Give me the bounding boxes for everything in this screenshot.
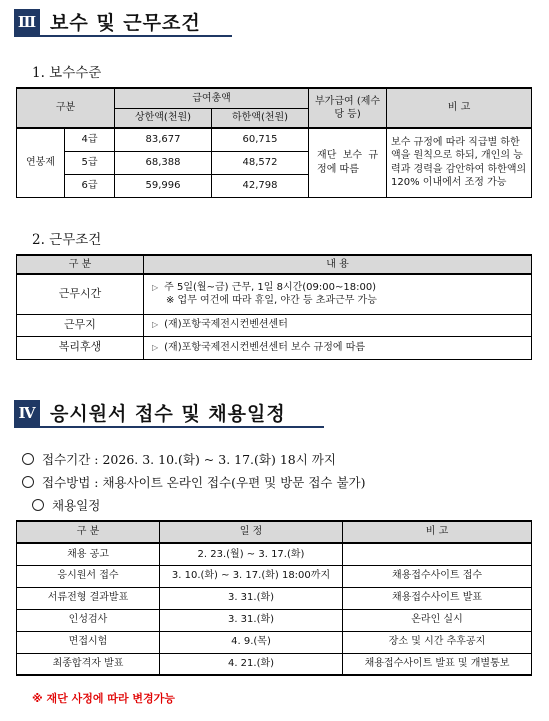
schedule-date: 3. 31.(화) [160,587,343,609]
schedule-note: 장소 및 시간 추후공지 [343,631,532,653]
pay-extra: 재단 보수 규정에 따름 [309,128,387,197]
triangle-bullet-icon: ▷ [152,320,159,330]
work-content [144,274,532,314]
pay-header-upper: 상한액(천원) [115,108,212,128]
schedule-item: 면접시험 [17,631,160,653]
section-4-header [14,399,286,426]
work-table [16,254,532,360]
schedule-date: 2. 23.(월) ~ 3. 17.(화) [160,543,343,565]
schedule-item: 서류전형 결과발표 [17,587,160,609]
schedule-header-note: 비 고 [343,521,532,543]
pay-table [16,87,532,198]
table-row [17,653,532,675]
work-heading: 2. 근무조건 [32,232,102,248]
table-row [17,631,532,653]
pay-header-note: 비 고 [387,88,532,128]
triangle-bullet-icon: ▷ [152,342,159,352]
pay-lower: 48,572 [212,151,309,174]
triangle-bullet-icon: ▷ [152,282,159,292]
schedule-date: 4. 9.(목) [160,631,343,653]
schedule-header-date: 일 정 [160,521,343,543]
pay-grade: 4급 [65,128,115,151]
section-3-header [14,8,201,35]
method-bullet [22,473,365,491]
table-row [17,587,532,609]
period-text: 접수기간 : 2026. 3. 10.(화) ~ 3. 17.(화) 18시 까지 [42,452,336,467]
work-content [144,336,532,359]
section-title: 응시원서 접수 및 채용일정 [50,403,286,425]
schedule-label: 채용일정 [52,498,101,513]
pay-row-group: 연봉제 [17,128,65,197]
welfare-text: (재)포항국제전시컨벤션센터 보수 규정에 따름 [164,341,366,353]
work-hours-note: ※ 업무 여건에 따라 휴일, 야간 등 초과근무 가능 [166,295,377,307]
section-number-badge: Ⅲ [14,9,40,35]
pay-note: 보수 규정에 따라 직급별 하한액을 원칙으로 하되, 개인의 능력과 경력을 감안하여 하한액의 120% 이내에서 조정 가능 [387,128,532,197]
change-notice: ※ 재단 사정에 따라 변경가능 [32,692,175,705]
work-content [144,314,532,336]
circle-bullet-icon [32,499,44,511]
schedule-note: 채용접수사이트 접수 [343,565,532,587]
schedule-header-category: 구 분 [17,521,160,543]
schedule-note: 채용접수사이트 발표 및 개별통보 [343,653,532,675]
work-label: 근무지 [17,314,144,336]
work-label: 근무시간 [17,274,144,314]
schedule-date: 3. 10.(화) ~ 3. 17.(화) 18:00까지 [160,565,343,587]
schedule-bullet [32,496,100,514]
pay-grade: 5급 [65,151,115,174]
schedule-table [16,520,532,676]
section-title: 보수 및 근무조건 [50,12,201,34]
circle-bullet-icon [22,476,34,488]
work-header-content: 내 용 [144,255,532,274]
table-row [17,565,532,587]
schedule-note [343,543,532,565]
method-text: 접수방법 : 채용사이트 온라인 접수(우편 및 방문 접수 불가) [42,475,366,490]
schedule-date: 4. 21.(화) [160,653,343,675]
period-bullet [22,450,336,468]
schedule-item: 응시원서 접수 [17,565,160,587]
pay-grade: 6급 [65,174,115,197]
section-underline [14,35,232,37]
pay-lower: 60,715 [212,128,309,151]
table-row [17,609,532,631]
schedule-note: 온라인 실시 [343,609,532,631]
schedule-item: 인성검사 [17,609,160,631]
pay-header-lower: 하한액(천원) [212,108,309,128]
pay-heading: 1. 보수수준 [32,65,102,81]
section-underline [14,426,324,428]
section-number-badge: Ⅳ [14,400,40,426]
pay-upper: 68,388 [115,151,212,174]
pay-lower: 42,798 [212,174,309,197]
work-hours-line: 주 5일(월~금) 근무, 1일 8시간(09:00~18:00) [164,281,377,293]
pay-upper: 59,996 [115,174,212,197]
pay-header-extra: 부가급여 (제수당 등) [309,88,387,128]
work-place-text: (재)포항국제전시컨벤션센터 [164,319,288,331]
pay-header-total: 급여총액 [115,88,309,108]
schedule-note: 채용접수사이트 발표 [343,587,532,609]
schedule-date: 3. 31.(화) [160,609,343,631]
pay-header-category: 구분 [17,88,115,128]
work-label: 복리후생 [17,336,144,359]
work-header-category: 구 분 [17,255,144,274]
schedule-item: 채용 공고 [17,543,160,565]
circle-bullet-icon [22,453,34,465]
table-row [17,543,532,565]
schedule-item: 최종합격자 발표 [17,653,160,675]
pay-upper: 83,677 [115,128,212,151]
